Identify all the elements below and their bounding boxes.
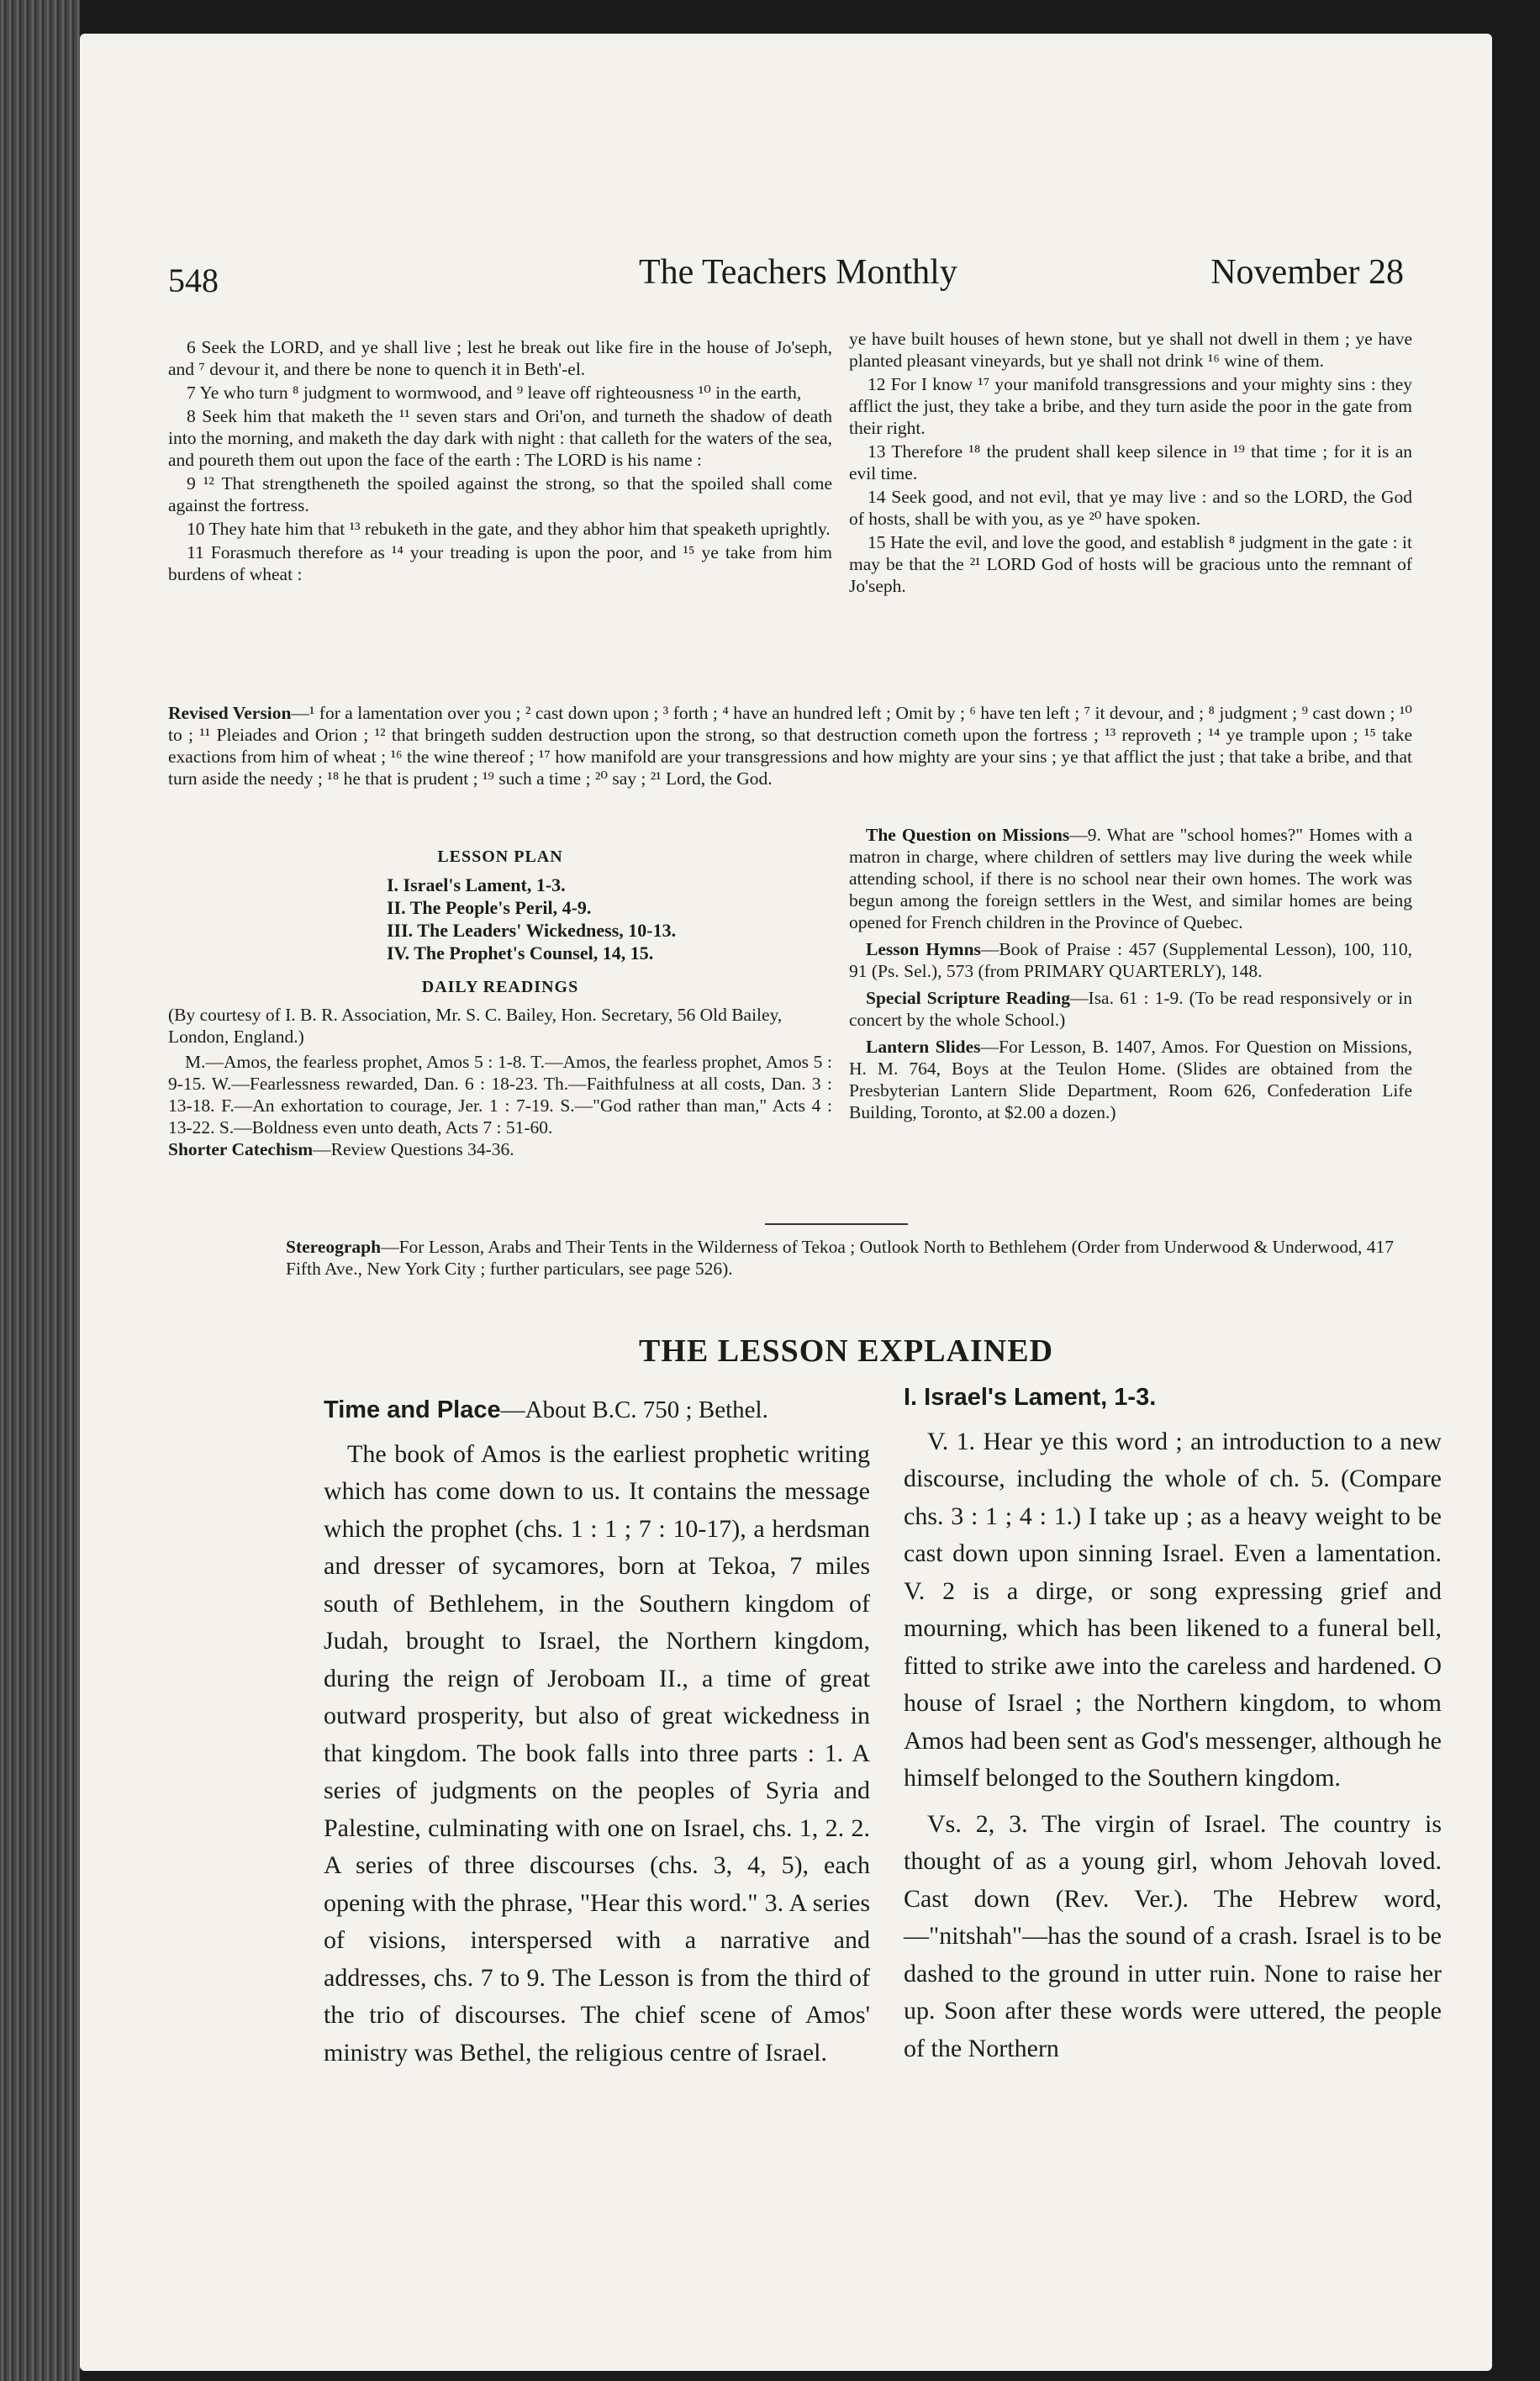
time-and-place xyxy=(324,1391,870,1429)
special-reading-text: —Isa. 61 : 1-9. (To be read responsively or in concert by the whole School.) xyxy=(849,988,1412,1030)
scripture-verse: 7 Ye who turn ⁸ judgment to wormwood, and ⁹ leave off righteousness ¹⁰ in the earth, xyxy=(187,383,802,403)
scripture-verse: 9 ¹² That strengtheneth the spoiled against the strong, so that the spoiled shall come against the fortress. xyxy=(168,473,832,515)
time-and-place-label: Time and Place xyxy=(324,1396,501,1423)
page-number: 548 xyxy=(168,261,219,299)
lesson-explained-heading: THE LESSON EXPLAINED xyxy=(639,1333,1054,1369)
catechism-label: Shorter Catechism xyxy=(168,1139,314,1159)
revised-version-text: —¹ for a lamentation over you ; ² cast down upon ; ³ forth ; ⁴ have an hundred left ; Omit by ; ⁶ have ten left ; ⁷ it devour, and ; ⁸ judgment ; ⁹ cast down ; ¹⁰ to ; ¹¹ Pleiades and Orion ; ¹² that bringeth sudden destruction upon the strong, so that destruction cometh upon the fortress ; ¹³ reproveth ; ¹⁴ ye trample upon ; ¹⁵ take exactions from him of wheat ; ¹⁶ the wine thereof ; ¹⁷ how manifold are your transgressions and how mighty are your sins ; ye that afflict the just ; that take a bribe, and that turn aside the needy ; ¹⁸ he that is prudent ; ¹⁹ such a time ; ²⁰ say ; ²¹ Lord, the God. xyxy=(168,703,1412,789)
revised-version-label: Revised Version xyxy=(168,703,292,723)
daily-readings-text: M.—Amos, the fearless prophet, Amos 5 : 1-8. T.—Amos, the fearless prophet, Amos 5 : 9-15. W.—Fearlessness rewarded, Dan. 6 : 18-23. Th.—Faithfulness at all costs, Dan. 3 : 13-18. F.—An exhortation to courage, Jer. 1 : 7-19. S.—"God rather than man," Acts 4 : 13-22. S.—Boldness even unto death, Acts 7 : 51-60. xyxy=(168,1052,832,1138)
daily-readings-courtesy: (By courtesy of I. B. R. Association, Mr. S. C. Bailey, Hon. Secretary, 56 Old Bailey, London, England.) xyxy=(168,1005,783,1047)
scripture-verse: 6 Seek the LORD, and ye shall live ; lest he break out like fire in the house of Jo'seph, and ⁷ devour it, and there be none to quench it in Beth'-el. xyxy=(168,337,832,379)
page-edge-shadow xyxy=(1492,0,1540,2381)
lantern-slides-text: —For Lesson, B. 1407, Amos. For Question on Missions, H. M. 764, Boys at the Teulon Home. (Slides are obtained from the Presbyterian Lantern Slide Department, Room 626, Confederation Life Building, Toronto, at $2.00 a dozen.) xyxy=(849,1037,1412,1122)
hymns-label: Lesson Hymns xyxy=(866,939,981,959)
catechism-text: —Review Questions 34-36. xyxy=(313,1139,514,1159)
explained-left-paragraph: The book of Amos is the earliest prophetic writing which has come down to us. It contains the message which the prophet (chs. 1 : 1 ; 7 : 10-17), a herdsman and dresser of sycamores, born at Tekoa, 7 miles south of Bethlehem, in the Southern kingdom of Judah, brought to Israel, the Northern kingdom, during the reign of Jeroboam II., a time of great outward prosperity, but also of great wickedness in that kingdom. The book falls into three parts : 1. A series of judgments on the peoples of Syria and Palestine, culminating with one on Israel, chs. 1, 2. 2. A series of three discourses (chs. 3, 4, 5), each opening with the phrase, "Hear this word." 3. A series of visions, interspersed with a narrative and addresses, chs. 7 to 9. The Lesson is from the third of the trio of discourses. The chief scene of Amos' ministry was Bethel, the religious centre of Israel. xyxy=(324,1439,870,2067)
lesson-notes-column xyxy=(849,824,1412,1128)
explained-right-paragraph-2: Vs. 2, 3. The virgin of Israel. The country is thought of as a young girl, whom Jehovah loved. Cast down (Rev. Ver.). The Hebrew word,—"nitshah"—has the sound of a crash. Israel is to be dashed to the ground in utter ruin. None to raise her up. Soon after these words were uttered, the people of the Northern xyxy=(904,1809,1442,2062)
scripture-verse: 15 Hate the evil, and love the good, and establish ⁸ judgment in the gate : it may be that the ²¹ LORD God of hosts will be gracious unto the remnant of Jo'seph. xyxy=(849,532,1412,596)
scripture-right-column xyxy=(849,328,1412,599)
lesson-plan-block xyxy=(168,841,832,1160)
explained-right-paragraph-1: V. 1. Hear ye this word ; an introduction to a new discourse, including the whole of ch. 5. (Compare chs. 3 : 1 ; 4 : 1.) I take up ; as a heavy weight to be cast down upon sinning Israel. Even a lamentation. V. 2 is a dirge, or song expressing grief and mourning, which has been likened to a funeral bell, fitted to strike awe into the careless and hardened. O house of Israel ; the Northern kingdom, to whom Amos had been sent as God's messenger, although he himself belonged to the Southern kingdom. xyxy=(904,1427,1442,1792)
missions-label: The Question on Missions xyxy=(866,825,1070,845)
lesson-plan-item: II. The People's Peril, 4-9. xyxy=(387,897,592,918)
israels-lament-heading: I. Israel's Lament, 1-3. xyxy=(904,1384,1157,1411)
section-divider xyxy=(765,1223,908,1225)
scripture-verse: 12 For I know ¹⁷ your manifold transgressions and your mighty sins : they afflict the just, they take a bribe, and they turn aside the poor in the gate from their right. xyxy=(849,374,1412,438)
lesson-plan-item: III. The Leaders' Wickedness, 10-13. xyxy=(387,920,677,941)
time-and-place-text: —About B.C. 750 ; Bethel. xyxy=(500,1396,768,1423)
daily-readings-heading: DAILY READINGS xyxy=(421,978,579,996)
issue-date: November 28 xyxy=(1210,253,1404,292)
scripture-verse: 10 They hate him that ¹³ rebuketh in the gate, and they abhor him that speaketh uprightly. xyxy=(187,519,831,539)
lantern-slides-label: Lantern Slides xyxy=(866,1037,981,1057)
lesson-plan-item: IV. The Prophet's Counsel, 14, 15. xyxy=(387,942,654,963)
scripture-verse: 11 Forasmuch therefore as ¹⁴ your treading is upon the poor, and ¹⁵ ye take from him burdens of wheat : xyxy=(168,542,832,584)
scripture-verse: 8 Seek him that maketh the ¹¹ seven stars and Ori'on, and turneth the shadow of death into the morning, and maketh the day dark with night : that calleth for the waters of the sea, and poureth them out upon the face of the earth : The LORD is his name : xyxy=(168,406,832,470)
lesson-plan-item: I. Israel's Lament, 1-3. xyxy=(387,874,566,895)
missions-paragraph xyxy=(849,824,1412,933)
lesson-plan-list xyxy=(387,874,832,964)
lesson-plan-heading: LESSON PLAN xyxy=(437,847,563,866)
running-title: The Teachers Monthly xyxy=(639,253,957,292)
scripture-verse: 13 Therefore ¹⁸ the prudent shall keep silence in ¹⁹ that time ; for it is an evil time. xyxy=(849,441,1412,483)
shorter-catechism xyxy=(168,1138,832,1160)
stereograph-text: —For Lesson, Arabs and Their Tents in the Wilderness of Tekoa ; Outlook North to Bethlehem (Order from Underwood & Underwood, 417 Fifth Ave., New York City ; further particulars, see page 526). xyxy=(286,1237,1394,1279)
scripture-verse: 14 Seek good, and not evil, that ye may live : and so the LORD, the God of hosts, shall be with you, as ye ²⁰ have spoken. xyxy=(849,487,1412,529)
missions-text: —9. What are "school homes?" Homes with a matron in charge, where children of settlers may live during the week while attending school, if there is no school near their own homes. The work was begun among the foreign settlers in the West, and similar homes are being opened for French children in the Province of Quebec. xyxy=(849,825,1412,932)
scripture-verse: ye have built houses of hewn stone, but ye shall not dwell in them ; ye have planted pleasant vineyards, but ye shall not drink ¹⁶ wine of them. xyxy=(849,329,1412,371)
stereograph-note xyxy=(286,1236,1429,1280)
explained-right-column xyxy=(904,1379,1442,2076)
explained-left-column xyxy=(324,1391,870,2080)
revised-version xyxy=(168,702,1412,789)
special-reading-paragraph xyxy=(849,987,1412,1031)
scripture-left-column xyxy=(168,336,832,587)
page-header xyxy=(168,252,1404,311)
hymns-text: —Book of Praise : 457 (Supplemental Lesson), 100, 110, 91 (Ps. Sel.), 573 (from PRIMARY QUARTERLY), 148. xyxy=(849,939,1412,981)
stereograph-label: Stereograph xyxy=(286,1237,382,1257)
special-reading-label: Special Scripture Reading xyxy=(866,988,1071,1008)
lantern-slides-paragraph xyxy=(849,1036,1412,1123)
book-spine xyxy=(0,0,80,2381)
hymns-paragraph xyxy=(849,938,1412,982)
